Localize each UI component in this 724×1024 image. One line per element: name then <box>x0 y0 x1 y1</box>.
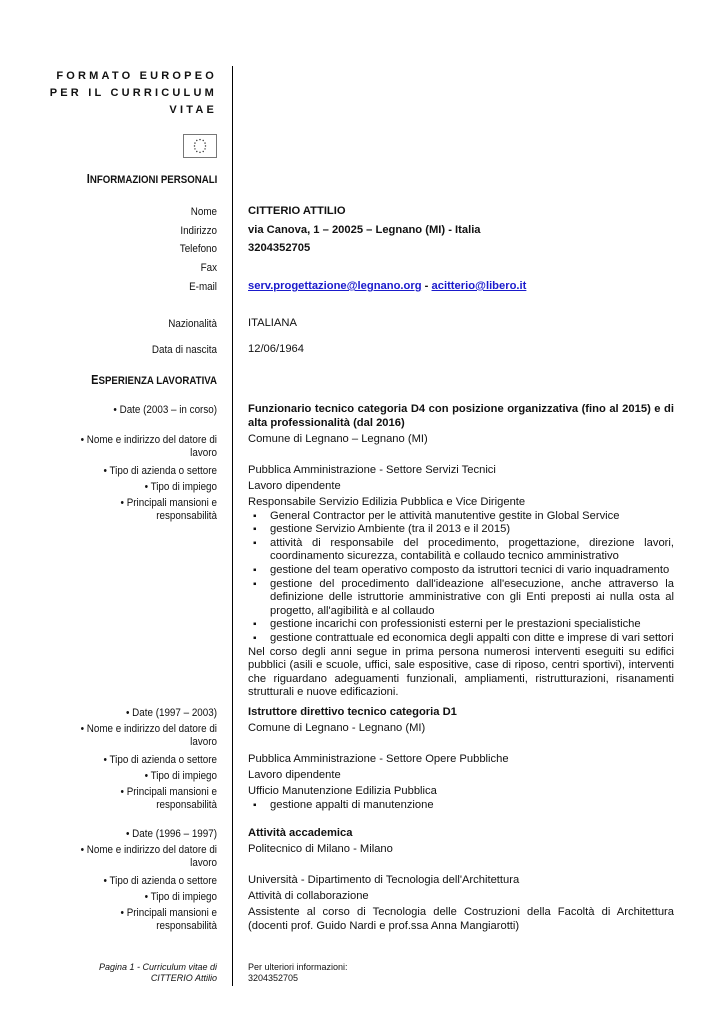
job1-bullet: ▪ gestione del team operativo composto da istruttori tecnici di vario inquadramento <box>248 564 674 578</box>
job1-duties <box>248 496 674 700</box>
job2-title: Istruttore direttivo tecnico categoria D1 <box>248 706 457 718</box>
job1-sector-label: • Tipo di azienda o settore <box>103 465 217 477</box>
job1-bullet: ▪ gestione Servizio Ambiente (tra il 2013 e il 2015) <box>248 523 674 537</box>
job2-duties <box>248 785 674 812</box>
job2-employer: Comune di Legnano - Legnano (MI) <box>248 722 426 734</box>
name-value: CITTERIO ATTILIO <box>248 205 346 217</box>
job1-bullet: ▪ General Contractor per le attività manutentive gestite in Global Service <box>248 510 674 524</box>
footer-page-info: Pagina 1 - Curriculum vitae di CITTERIO Attilio <box>98 962 217 983</box>
title-line-1: FORMATO EUROPEO <box>56 70 217 82</box>
address-value: via Canova, 1 – 20025 – Legnano (MI) - Italia <box>248 224 481 236</box>
job3-duties-label: • Principali mansioni e responsabilità <box>120 907 217 932</box>
job1-date: • Date (2003 – in corso) <box>113 404 217 416</box>
email-link-personal[interactable]: acitterio@libero.it <box>431 280 527 292</box>
job1-title: Funzionario tecnico categoria D4 con posizione organizzativa (fino al 2015) e di alta professionalità (dal 2016) <box>248 403 674 429</box>
job1-type-label: • Tipo di impiego <box>144 481 217 493</box>
job1-duties-label: • Principali mansioni e responsabilità <box>120 497 217 522</box>
job2-duties-intro: Ufficio Manutenzione Edilizia Pubblica <box>248 785 437 797</box>
job1-bullet: ▪ gestione del procedimento dall'ideazione all'esecuzione, anche attraverso la definizione delle istruttorie amministrative con gli Enti preposti ai nulla osta al progetto, all'agibilità e al collaudo <box>248 578 674 619</box>
footer-contact-info: Per ulteriori informazioni: 3204352705 <box>248 962 348 983</box>
job2-employer-label: • Nome e indirizzo del datore di lavoro <box>80 723 217 748</box>
job1-bullet: ▪ attività di responsabile del procedimento, progettazione, direzione lavori, coordinamento sicurezza, contabilità e collaudo tecnico amministrativo <box>248 537 674 564</box>
job2-sector: Pubblica Amministrazione - Settore Opere Pubbliche <box>248 753 509 765</box>
email-link-work[interactable]: serv.progettazione@legnano.org <box>248 280 422 292</box>
document-title <box>50 68 217 119</box>
personal-info-heading: INFORMAZIONI PERSONALI <box>86 172 217 186</box>
job1-bullet: ▪ gestione contrattuale ed economica degli appalti con ditte e imprese di vari settori <box>248 632 674 646</box>
email-label: E-mail <box>189 281 217 293</box>
job3-type: Attività di collaborazione <box>248 890 369 902</box>
job1-paragraph: Nel corso degli anni segue in prima persona numerosi interventi eseguiti su edifici pubblici (asili e scuole, uffici, sale espositive, case di riposo, centri sportivi), interventi che riguardano adeguamenti funzionali, ampliamenti, ristrutturazioni, risanamenti strutturali e nuove edificazioni. <box>248 645 674 699</box>
email-separator: - <box>421 280 432 292</box>
job3-duties: Assistente al corso di Tecnologia delle Costruzioni della Facoltà di Architettura (docenti prof. Guido Nardi e prof.ssa Anna Mangiarotti) <box>248 906 674 932</box>
eu-flag-icon <box>183 134 217 158</box>
job2-type-label: • Tipo di impiego <box>144 770 217 782</box>
name-label: Nome <box>190 206 217 218</box>
job3-employer-label: • Nome e indirizzo del datore di lavoro <box>80 844 217 869</box>
address-label: Indirizzo <box>180 225 217 237</box>
vertical-divider <box>232 66 233 986</box>
job1-duties-intro: Responsabile Servizio Edilizia Pubblica e Vice Dirigente <box>248 496 526 508</box>
job2-bullet: ▪ gestione appalti di manutenzione <box>248 799 674 813</box>
job3-title: Attività accademica <box>248 827 353 839</box>
birth-value: 12/06/1964 <box>248 343 304 355</box>
job1-employer: Comune di Legnano – Legnano (MI) <box>248 433 428 445</box>
title-line-3: VITAE <box>169 104 217 116</box>
job3-type-label: • Tipo di impiego <box>144 891 217 903</box>
email-values <box>248 280 674 294</box>
nationality-value: ITALIANA <box>248 317 297 329</box>
job1-bullet: ▪ gestione incarichi con professionisti esterni per le prestazioni specialistiche <box>248 618 674 632</box>
job2-date: • Date (1997 – 2003) <box>125 707 217 719</box>
job3-employer: Politecnico di Milano - Milano <box>248 843 393 855</box>
fax-label: Fax <box>200 262 217 274</box>
title-line-2: PER IL CURRICULUM <box>49 87 217 99</box>
phone-label: Telefono <box>179 243 217 255</box>
phone-value: 3204352705 <box>248 242 311 254</box>
job2-sector-label: • Tipo di azienda o settore <box>103 754 217 766</box>
job2-duties-label: • Principali mansioni e responsabilità <box>120 786 217 811</box>
job3-date: • Date (1996 – 1997) <box>125 828 217 840</box>
job1-type: Lavoro dipendente <box>248 480 341 492</box>
job1-sector: Pubblica Amministrazione - Settore Servizi Tecnici <box>248 464 496 476</box>
job1-employer-label: • Nome e indirizzo del datore di lavoro <box>80 434 217 459</box>
birth-label: Data di nascita <box>151 344 217 356</box>
nationality-label: Nazionalità <box>168 318 217 330</box>
job3-sector: Università - Dipartimento di Tecnologia dell'Architettura <box>248 874 520 886</box>
job2-type: Lavoro dipendente <box>248 769 341 781</box>
experience-heading: ESPERIENZA LAVORATIVA <box>91 373 217 387</box>
job3-sector-label: • Tipo di azienda o settore <box>103 875 217 887</box>
